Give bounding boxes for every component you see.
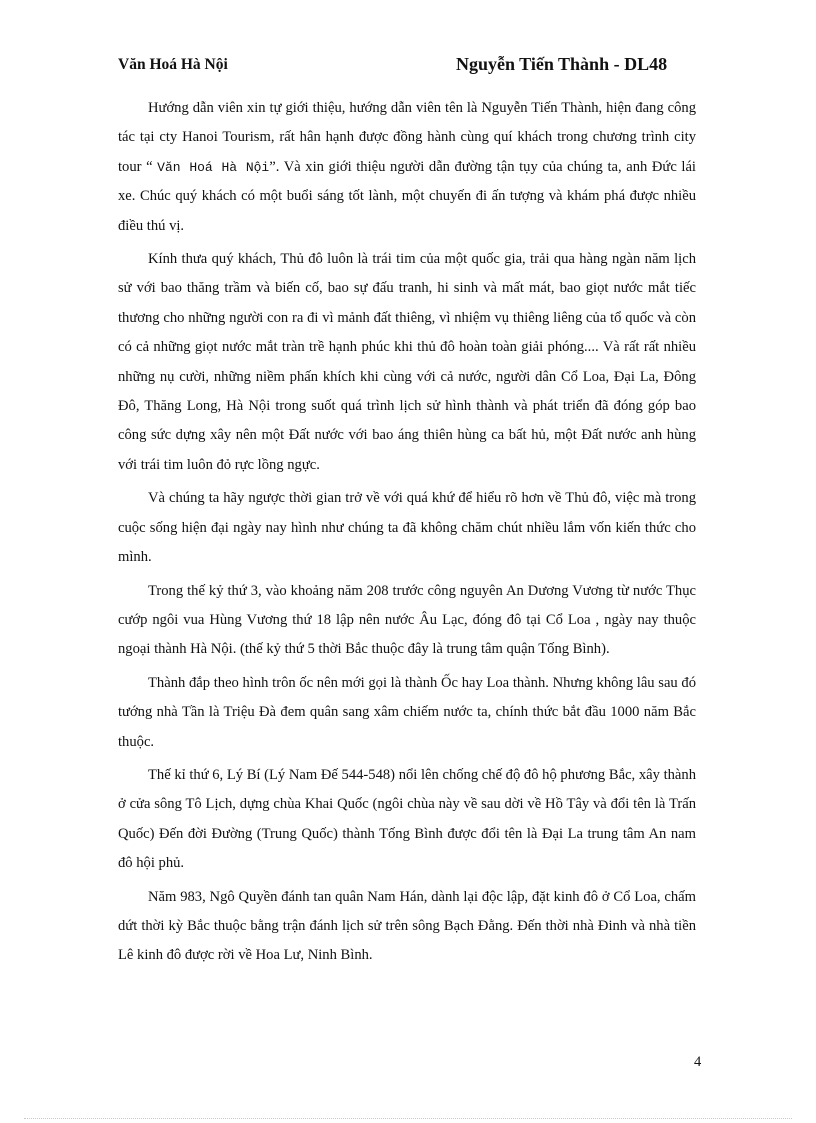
paragraph-capital: Kính thưa quý khách, Thủ đô luôn là trái tim của một quốc gia, trải qua hàng ngàn năm lịch sử với bao thăng trầm và biến cố, bao sự đấu tranh, hi sinh và mất mát, bao giọt nước mắt tiếc thương cho những người con ra đi vì mảnh đất thiêng, vì nhiệm vụ thiêng liêng của tổ quốc và còn có cả những giọt nước mắt tràn trề hạnh phúc khi thủ đô hoàn toàn giải phóng.... Và rất rất nhiều những nụ cười, những niềm phấn khích khi cùng với cả nước, người dân Cổ Loa, Đại La, Đông Đô, Thăng Long, Hà Nội trong suốt quá trình lịch sử hình thành và phát triển đã đóng góp bao công sức dựng xây nên một Đất nước với bao áng thiên hùng ca bất hủ, một Đất nước anh hùng với trái tim luôn đỏ rực lồng ngực.: [118, 251, 696, 473]
intro-text-after: ”. Và xin giới thiệu người dẫn đường tận tụy của chúng ta, anh Đức lái xe. Chúc quý khách có một buổi sáng tốt lành, một chuyến đi ấn tượng và khám phá được nhiều điều thú vị.: [118, 158, 696, 234]
paragraph-ly-bi: Thế kỉ thứ 6, Lý Bí (Lý Nam Đế 544-548) nổi lên chống chế độ đô hộ phương Bắc, xây thành ở cửa sông Tô Lịch, dựng chùa Khai Quốc (ngôi chùa này về sau dời về Hồ Tây và đổi tên là Trấn Quốc) Đến đời Đường (Trung Quốc) thành Tống Bình được đổi tên là Đại La trung tâm An nam đô hội phủ.: [118, 766, 696, 872]
body-text: [118, 94, 696, 975]
intro-text-before: Hướng dẫn viên xin tự giới thiệu, hướng dẫn viên tên là Nguyễn Tiến Thành, hiện đang công tác tại cty Hanoi Tourism, rất hân hạnh được đồng hành cùng quí khách trong chương trình city tour “: [118, 100, 696, 175]
paragraph-au-lac: Trong thế kỷ thứ 3, vào khoảng năm 208 trước công nguyên An Dương Vương từ nước Thục cướp ngôi vua Hùng Vương thứ 18 lập nên nước Âu Lạc, đóng đô tại Cổ Loa , ngày nay thuộc ngoại thành Hà Nội. (thế kỷ thứ 5 thời Bắc thuộc đây là trung tâm quận Tống Bình).: [118, 582, 696, 658]
page-header: [118, 54, 698, 80]
page-bottom-divider: [24, 1118, 792, 1119]
paragraph-introduction: [118, 94, 696, 241]
header-left-title: Văn Hoá Hà Nội: [118, 56, 228, 73]
tour-name: Văn Hoá Hà Nội: [157, 159, 270, 175]
paragraph-past: Và chúng ta hãy ngược thời gian trở về với quá khứ để hiểu rõ hơn về Thủ đô, việc mà trong cuộc sống hiện đại ngày nay hình như chúng ta đã không chăm chút nhiều lắm vốn kiến thức cho mình.: [118, 490, 696, 566]
paragraph-loa-thanh: Thành đắp theo hình trôn ốc nên mới gọi là thành Ốc hay Loa thành. Nhưng không lâu sau đó tướng nhà Tần là Triệu Đà đem quân sang xâm chiếm nước ta, chính thức bắt đầu 1000 năm Bắc thuộc.: [118, 674, 696, 750]
paragraph-ngo-quyen: Năm 983, Ngô Quyền đánh tan quân Nam Hán, dành lại độc lập, đặt kinh đô ở Cổ Loa, chấm dứt thời kỳ Bắc thuộc bằng trận đánh lịch sử trên sông Bạch Đằng. Đến thời nhà Đinh và nhà tiền Lê kinh đô được rời về Hoa Lư, Ninh Bình.: [118, 888, 696, 964]
header-right-author: Nguyễn Tiến Thành - DL48: [456, 54, 668, 74]
page-number: 4: [694, 1054, 702, 1070]
